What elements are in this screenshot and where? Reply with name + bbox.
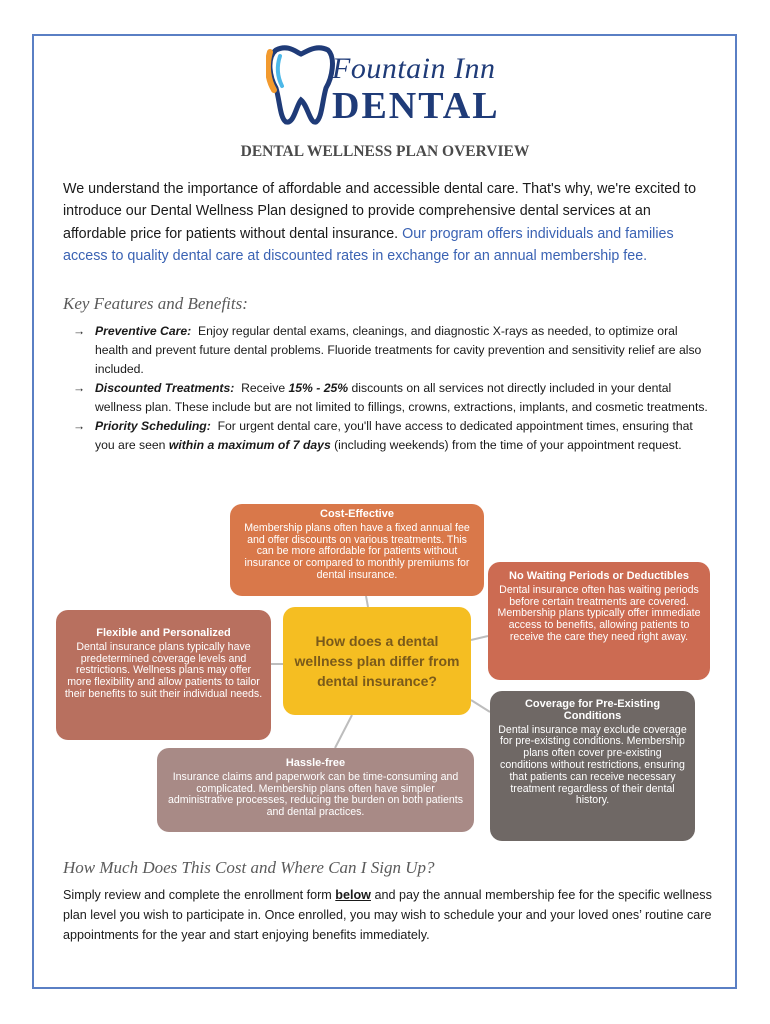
box-text: Dental insurance often has waiting periods before certain treatments are covered. Membership plans typically offer immediate access to benefits, allowing patients to receive the care they need right away. [497, 583, 701, 643]
feature-pre: Receive [241, 381, 286, 395]
feature-label: Priority Scheduling: [95, 419, 211, 433]
intro-text: We understand the importance of affordable and accessible dental care. That's why, we're excited to introduce our Dental Wellness Plan designed to provide comprehensive dental services at an affordable price for patients without dental insurance. [63, 181, 697, 242]
pre-existing-box [490, 691, 695, 841]
enrollment-form-link[interactable]: below [335, 888, 371, 902]
box-text: Insurance claims and paperwork can be time-consuming and complicated. Membership plans often have simpler administrative processes, reducing the burden on both patients and dental practices. [167, 770, 464, 819]
cost-heading: How Much Does This Cost and Where Can I Sign Up? [63, 858, 435, 877]
outro-pre: Simply review and complete the enrollment form [63, 888, 332, 902]
connector-preexisting [471, 700, 490, 712]
connector-cost [366, 596, 368, 607]
outro-post: and pay the annual membership fee for the specific wellness plan level you wish to participate in. Once enrolled, you may wish to schedule your and your loved ones’ routine care appointments for the year and start enjoying benefits immediately. [63, 888, 712, 942]
box-title: Flexible and Personalized [96, 627, 231, 639]
box-title: Cost-Effective [320, 508, 394, 520]
feature-emphasis: within a maximum of 7 days [168, 438, 331, 452]
feature-label: Discounted Treatments: [95, 381, 235, 395]
connector-waiting [471, 636, 488, 640]
feature-text: discounts on all services not directly included in your dental wellness plan. These include but are not limited to fillings, crowns, extractions, implants, and cosmetic treatments. [95, 381, 708, 414]
logo-text-script: Fountain Inn [332, 52, 496, 85]
arrow-icon: → [73, 324, 86, 338]
feature-emphasis: 15% - 25% [288, 381, 349, 395]
diagram-center-question: How does a dental wellness plan differ from dental insurance? [283, 607, 471, 715]
flexible-box [56, 610, 271, 740]
no-waiting-box [488, 562, 710, 680]
arrow-icon: → [73, 419, 86, 433]
intro-highlight: Our program offers individuals and families access to quality dental care at discounted rates in exchange for an annual membership fee. [63, 225, 674, 265]
box-title: No Waiting Periods or Deductibles [509, 570, 689, 582]
connector-hassle [335, 715, 352, 748]
feature-text: Enjoy regular dental exams, cleanings, and diagnostic X-rays as needed, to optimize oral health and prevent future dental problems. Fluoride treatments for cavity prevention and sensitivity relief are also included. [95, 324, 702, 376]
box-title: Coverage for Pre-Existing Conditions [524, 698, 661, 722]
hassle-free-box [157, 748, 474, 832]
box-text: Dental insurance plans typically have predetermined coverage levels and restrictions. Wellness plans may offer more flexibility and allow patients to tailor their benefits to suit their individual needs. [64, 640, 263, 700]
box-text: Membership plans often have a fixed annual fee and offer discounts on various treatments. This can be more affordable for patients without insurance or compared to monthly premiums for dental insurance. [244, 521, 470, 581]
cost-effective-box [230, 504, 484, 596]
box-title: Hassle-free [285, 757, 346, 769]
box-text: Dental insurance may exclude coverage for pre-existing conditions. Membership plans often cover pre-existing conditions without restrictions, ensuring that patients can receive necessary treatment regardless of their dental history. [498, 723, 687, 807]
signup-paragraph [63, 885, 723, 945]
logo-text-dental: DENTAL [332, 85, 500, 127]
feature-pre: For urgent dental care, you'll have access to dedicated appointment times, ensuring that you are seen [95, 419, 693, 452]
feature-text: (including weekends) from the time of your appointment request. [334, 438, 682, 452]
features-heading: Key Features and Benefits: [63, 294, 248, 313]
arrow-icon: → [73, 381, 86, 395]
page-title: DENTAL WELLNESS PLAN OVERVIEW [240, 143, 530, 160]
feature-label: Preventive Care: [95, 324, 192, 338]
